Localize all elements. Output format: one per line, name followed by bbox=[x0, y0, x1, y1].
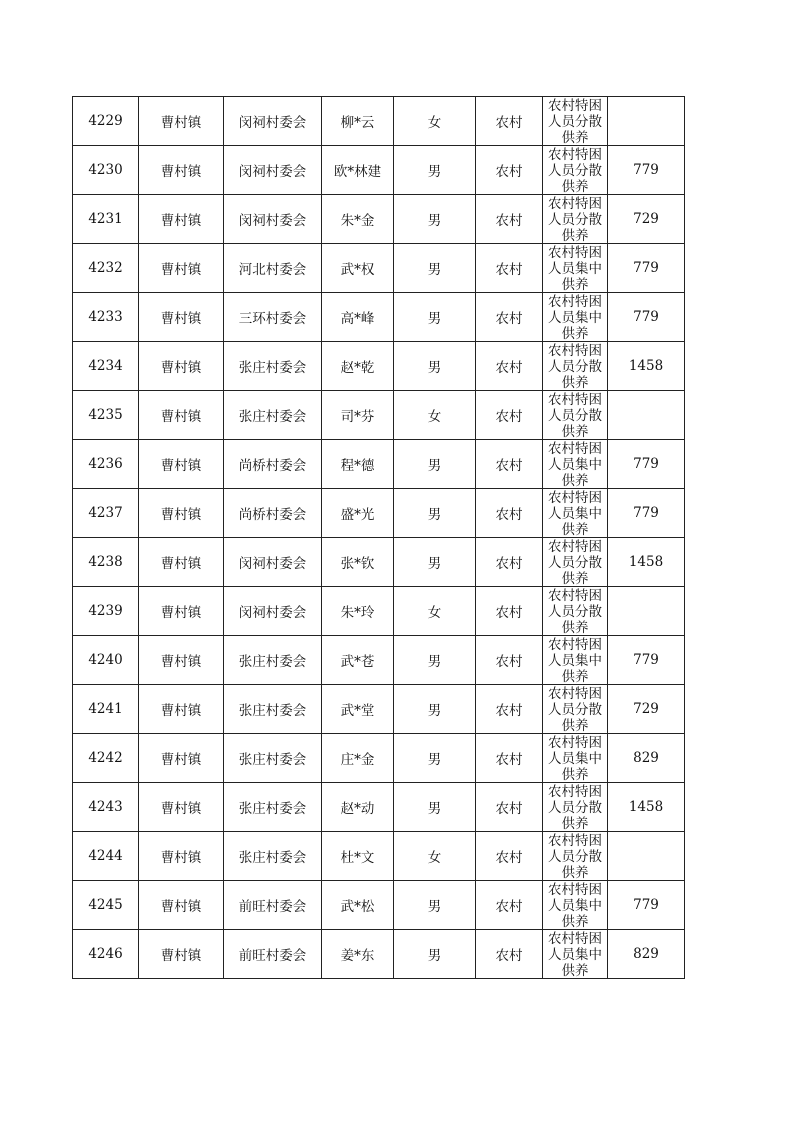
cell-category bbox=[543, 195, 608, 244]
cell-village: 闵祠村委会 bbox=[224, 97, 322, 146]
cell-name: 朱*玲 bbox=[322, 587, 394, 636]
category-text: 农村特困人员分散供养 bbox=[548, 98, 602, 145]
cell-gender: 男 bbox=[394, 440, 476, 489]
cell-town: 曹村镇 bbox=[139, 832, 224, 881]
cell-town: 曹村镇 bbox=[139, 587, 224, 636]
cell-village: 前旺村委会 bbox=[224, 881, 322, 930]
category-text: 农村特困人员分散供养 bbox=[548, 686, 602, 733]
cell-name: 赵*动 bbox=[322, 783, 394, 832]
cell-category bbox=[543, 391, 608, 440]
cell-type: 农村 bbox=[476, 538, 543, 587]
cell-amount bbox=[608, 391, 685, 440]
table-row bbox=[73, 293, 685, 342]
cell-amount bbox=[608, 832, 685, 881]
cell-gender: 女 bbox=[394, 832, 476, 881]
category-text: 农村特困人员集中供养 bbox=[548, 637, 602, 684]
cell-category bbox=[543, 293, 608, 342]
cell-type: 农村 bbox=[476, 97, 543, 146]
cell-village: 张庄村委会 bbox=[224, 391, 322, 440]
cell-category bbox=[543, 587, 608, 636]
cell-category bbox=[543, 97, 608, 146]
cell-id: 4245 bbox=[73, 881, 139, 930]
cell-id: 4240 bbox=[73, 636, 139, 685]
cell-category bbox=[543, 685, 608, 734]
cell-type: 农村 bbox=[476, 342, 543, 391]
cell-town: 曹村镇 bbox=[139, 538, 224, 587]
cell-name: 高*峰 bbox=[322, 293, 394, 342]
cell-id: 4236 bbox=[73, 440, 139, 489]
cell-category bbox=[543, 489, 608, 538]
cell-amount: 729 bbox=[608, 195, 685, 244]
cell-town: 曹村镇 bbox=[139, 244, 224, 293]
cell-id: 4233 bbox=[73, 293, 139, 342]
cell-amount: 1458 bbox=[608, 342, 685, 391]
cell-gender: 男 bbox=[394, 783, 476, 832]
cell-town: 曹村镇 bbox=[139, 342, 224, 391]
cell-id: 4243 bbox=[73, 783, 139, 832]
table-row bbox=[73, 930, 685, 979]
cell-amount: 779 bbox=[608, 440, 685, 489]
cell-name: 程*德 bbox=[322, 440, 394, 489]
cell-town: 曹村镇 bbox=[139, 146, 224, 195]
cell-amount: 829 bbox=[608, 930, 685, 979]
cell-town: 曹村镇 bbox=[139, 783, 224, 832]
table-row bbox=[73, 489, 685, 538]
cell-id: 4238 bbox=[73, 538, 139, 587]
cell-town: 曹村镇 bbox=[139, 195, 224, 244]
cell-type: 农村 bbox=[476, 734, 543, 783]
cell-amount: 779 bbox=[608, 636, 685, 685]
cell-village: 河北村委会 bbox=[224, 244, 322, 293]
category-text: 农村特困人员分散供养 bbox=[548, 784, 602, 831]
cell-category bbox=[543, 342, 608, 391]
cell-name: 武*权 bbox=[322, 244, 394, 293]
cell-name: 朱*金 bbox=[322, 195, 394, 244]
cell-id: 4244 bbox=[73, 832, 139, 881]
table-row bbox=[73, 391, 685, 440]
cell-amount: 779 bbox=[608, 244, 685, 293]
cell-gender: 男 bbox=[394, 734, 476, 783]
cell-type: 农村 bbox=[476, 881, 543, 930]
cell-type: 农村 bbox=[476, 832, 543, 881]
table-row bbox=[73, 538, 685, 587]
cell-name: 姜*东 bbox=[322, 930, 394, 979]
cell-category bbox=[543, 734, 608, 783]
cell-gender: 女 bbox=[394, 587, 476, 636]
table-row bbox=[73, 685, 685, 734]
category-text: 农村特困人员集中供养 bbox=[548, 441, 602, 488]
category-text: 农村特困人员分散供养 bbox=[548, 833, 602, 880]
cell-town: 曹村镇 bbox=[139, 97, 224, 146]
cell-name: 杜*文 bbox=[322, 832, 394, 881]
table-row bbox=[73, 881, 685, 930]
cell-id: 4241 bbox=[73, 685, 139, 734]
cell-name: 武*松 bbox=[322, 881, 394, 930]
cell-village: 张庄村委会 bbox=[224, 734, 322, 783]
table-row bbox=[73, 146, 685, 195]
cell-town: 曹村镇 bbox=[139, 734, 224, 783]
cell-id: 4242 bbox=[73, 734, 139, 783]
cell-village: 张庄村委会 bbox=[224, 832, 322, 881]
cell-village: 尚桥村委会 bbox=[224, 440, 322, 489]
cell-category bbox=[543, 538, 608, 587]
cell-category bbox=[543, 881, 608, 930]
cell-type: 农村 bbox=[476, 489, 543, 538]
beneficiary-table bbox=[72, 96, 685, 979]
cell-name: 张*钦 bbox=[322, 538, 394, 587]
table-body bbox=[73, 97, 685, 979]
category-text: 农村特困人员分散供养 bbox=[548, 343, 602, 390]
cell-amount: 779 bbox=[608, 489, 685, 538]
cell-town: 曹村镇 bbox=[139, 930, 224, 979]
cell-type: 农村 bbox=[476, 146, 543, 195]
cell-gender: 男 bbox=[394, 342, 476, 391]
cell-gender: 男 bbox=[394, 881, 476, 930]
cell-amount: 779 bbox=[608, 146, 685, 195]
cell-type: 农村 bbox=[476, 244, 543, 293]
cell-amount bbox=[608, 587, 685, 636]
cell-town: 曹村镇 bbox=[139, 391, 224, 440]
cell-id: 4235 bbox=[73, 391, 139, 440]
cell-gender: 男 bbox=[394, 146, 476, 195]
cell-id: 4237 bbox=[73, 489, 139, 538]
category-text: 农村特困人员分散供养 bbox=[548, 539, 602, 586]
table-row bbox=[73, 195, 685, 244]
cell-category bbox=[543, 783, 608, 832]
cell-amount bbox=[608, 97, 685, 146]
cell-category bbox=[543, 244, 608, 293]
table-row bbox=[73, 440, 685, 489]
category-text: 农村特困人员分散供养 bbox=[548, 196, 602, 243]
cell-name: 柳*云 bbox=[322, 97, 394, 146]
category-text: 农村特困人员集中供养 bbox=[548, 490, 602, 537]
cell-gender: 男 bbox=[394, 636, 476, 685]
cell-name: 司*芬 bbox=[322, 391, 394, 440]
table-row bbox=[73, 783, 685, 832]
cell-id: 4246 bbox=[73, 930, 139, 979]
cell-town: 曹村镇 bbox=[139, 881, 224, 930]
cell-amount: 779 bbox=[608, 881, 685, 930]
cell-village: 张庄村委会 bbox=[224, 685, 322, 734]
cell-type: 农村 bbox=[476, 783, 543, 832]
cell-type: 农村 bbox=[476, 636, 543, 685]
cell-type: 农村 bbox=[476, 195, 543, 244]
cell-gender: 男 bbox=[394, 685, 476, 734]
table-row bbox=[73, 832, 685, 881]
cell-name: 武*堂 bbox=[322, 685, 394, 734]
cell-amount: 829 bbox=[608, 734, 685, 783]
cell-village: 闵祠村委会 bbox=[224, 587, 322, 636]
table-row bbox=[73, 587, 685, 636]
cell-name: 欧*林建 bbox=[322, 146, 394, 195]
cell-village: 闵祠村委会 bbox=[224, 146, 322, 195]
cell-town: 曹村镇 bbox=[139, 636, 224, 685]
cell-type: 农村 bbox=[476, 587, 543, 636]
cell-id: 4239 bbox=[73, 587, 139, 636]
cell-amount: 1458 bbox=[608, 783, 685, 832]
cell-village: 张庄村委会 bbox=[224, 783, 322, 832]
cell-amount: 729 bbox=[608, 685, 685, 734]
table-row bbox=[73, 97, 685, 146]
cell-town: 曹村镇 bbox=[139, 685, 224, 734]
cell-amount: 1458 bbox=[608, 538, 685, 587]
cell-village: 尚桥村委会 bbox=[224, 489, 322, 538]
cell-category bbox=[543, 930, 608, 979]
cell-town: 曹村镇 bbox=[139, 293, 224, 342]
category-text: 农村特困人员分散供养 bbox=[548, 147, 602, 194]
cell-type: 农村 bbox=[476, 930, 543, 979]
cell-gender: 男 bbox=[394, 195, 476, 244]
cell-gender: 男 bbox=[394, 489, 476, 538]
category-text: 农村特困人员集中供养 bbox=[548, 245, 602, 292]
cell-gender: 女 bbox=[394, 97, 476, 146]
table-row bbox=[73, 636, 685, 685]
cell-id: 4229 bbox=[73, 97, 139, 146]
cell-type: 农村 bbox=[476, 685, 543, 734]
cell-town: 曹村镇 bbox=[139, 489, 224, 538]
cell-name: 盛*光 bbox=[322, 489, 394, 538]
cell-village: 三环村委会 bbox=[224, 293, 322, 342]
cell-id: 4232 bbox=[73, 244, 139, 293]
category-text: 农村特困人员分散供养 bbox=[548, 588, 602, 635]
cell-id: 4234 bbox=[73, 342, 139, 391]
cell-name: 赵*乾 bbox=[322, 342, 394, 391]
cell-name: 武*苍 bbox=[322, 636, 394, 685]
table-row bbox=[73, 342, 685, 391]
table-row bbox=[73, 244, 685, 293]
cell-gender: 女 bbox=[394, 391, 476, 440]
cell-village: 闵祠村委会 bbox=[224, 538, 322, 587]
cell-type: 农村 bbox=[476, 391, 543, 440]
cell-village: 张庄村委会 bbox=[224, 636, 322, 685]
cell-id: 4231 bbox=[73, 195, 139, 244]
cell-category bbox=[543, 146, 608, 195]
category-text: 农村特困人员集中供养 bbox=[548, 931, 602, 978]
cell-id: 4230 bbox=[73, 146, 139, 195]
cell-gender: 男 bbox=[394, 538, 476, 587]
table-row bbox=[73, 734, 685, 783]
cell-amount: 779 bbox=[608, 293, 685, 342]
cell-category bbox=[543, 832, 608, 881]
category-text: 农村特困人员分散供养 bbox=[548, 392, 602, 439]
category-text: 农村特困人员集中供养 bbox=[548, 735, 602, 782]
cell-category bbox=[543, 636, 608, 685]
cell-type: 农村 bbox=[476, 440, 543, 489]
category-text: 农村特困人员集中供养 bbox=[548, 882, 602, 929]
cell-village: 张庄村委会 bbox=[224, 342, 322, 391]
cell-gender: 男 bbox=[394, 930, 476, 979]
cell-category bbox=[543, 440, 608, 489]
cell-type: 农村 bbox=[476, 293, 543, 342]
cell-name: 庄*金 bbox=[322, 734, 394, 783]
cell-village: 闵祠村委会 bbox=[224, 195, 322, 244]
category-text: 农村特困人员集中供养 bbox=[548, 294, 602, 341]
cell-village: 前旺村委会 bbox=[224, 930, 322, 979]
cell-gender: 男 bbox=[394, 244, 476, 293]
cell-gender: 男 bbox=[394, 293, 476, 342]
cell-town: 曹村镇 bbox=[139, 440, 224, 489]
